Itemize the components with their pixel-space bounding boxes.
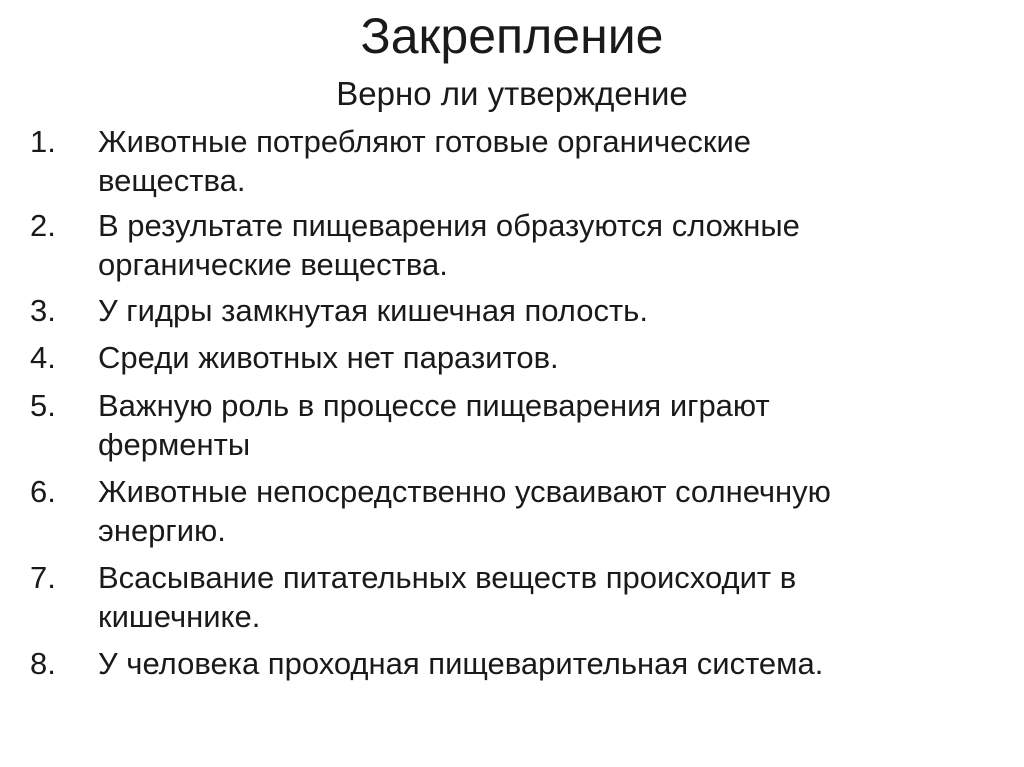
item-text-line: Среди животных нет паразитов.: [98, 340, 559, 375]
item-text-line: энергию.: [98, 513, 226, 548]
item-number: 7.: [30, 560, 56, 595]
item-text-line: вещества.: [98, 163, 246, 198]
item-text-line: Животные потребляют готовые органические: [98, 124, 752, 159]
item-text-line: У человека проходная пищеварительная система.: [98, 646, 824, 681]
item-number: 3.: [30, 293, 56, 328]
slide-subtitle: Верно ли утверждение: [336, 75, 688, 112]
item-text-line: Всасывание питательных веществ происходит в: [98, 560, 797, 595]
item-text: [98, 122, 978, 200]
item-text: [98, 206, 978, 284]
item-number: 6.: [30, 474, 56, 509]
item-number: 8.: [30, 646, 56, 681]
item-text: [98, 644, 978, 683]
item-text-line: У гидры замкнутая кишечная полость.: [98, 293, 648, 328]
item-text-line: органические вещества.: [98, 247, 448, 282]
item-number: 1.: [30, 124, 56, 159]
item-text: [98, 338, 978, 377]
item-text-line: кишечнике.: [98, 599, 261, 634]
item-text: [98, 472, 978, 550]
item-number: 4.: [30, 340, 56, 375]
item-text-line: ферменты: [98, 427, 251, 462]
item-text-line: В результате пищеварения образуются сложные: [98, 208, 800, 243]
item-text-line: Животные непосредственно усваивают солнечную: [98, 474, 831, 509]
item-number: 2.: [30, 208, 56, 243]
item-text: [98, 558, 978, 636]
item-text: [98, 291, 978, 330]
slide-title: Закрепление: [360, 8, 664, 64]
item-text-line: Важную роль в процессе пищеварения играют: [98, 388, 770, 423]
item-number: 5.: [30, 388, 56, 423]
item-text: [98, 386, 978, 464]
